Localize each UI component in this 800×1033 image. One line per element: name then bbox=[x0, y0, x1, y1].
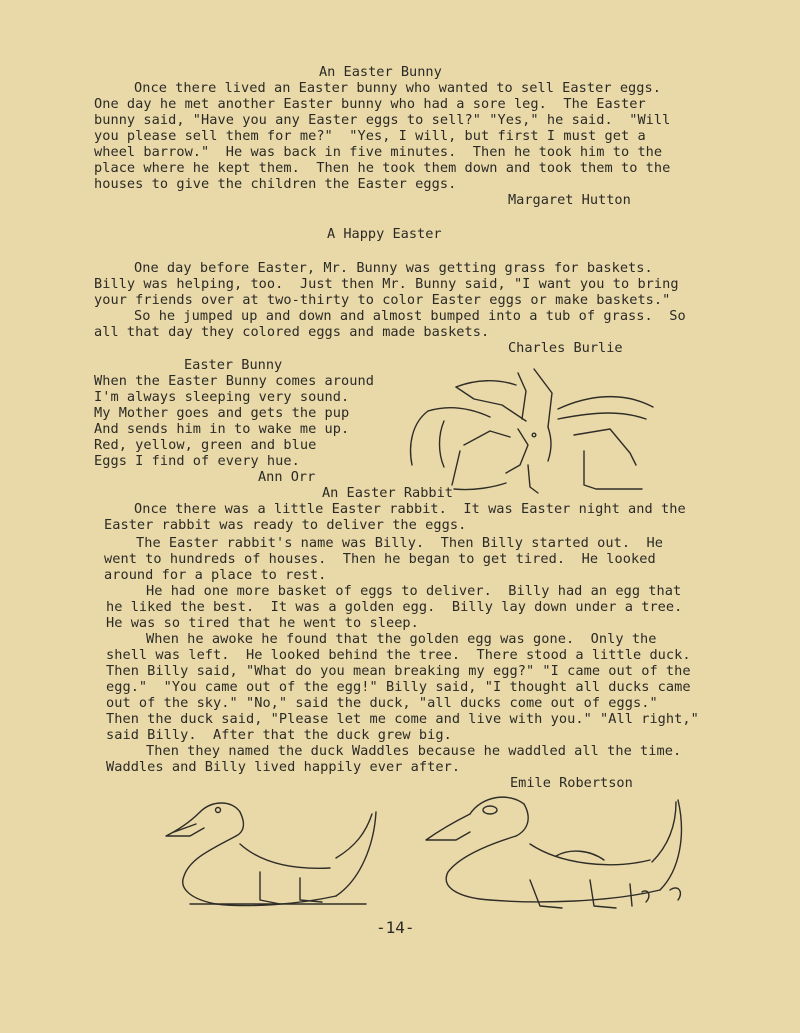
story-3-line: said Billy. After that the duck grew big. bbox=[106, 727, 452, 743]
story-1-line: place where he kept them. Then he took them down and took them to the bbox=[94, 160, 671, 176]
story-3-line: around for a place to rest. bbox=[104, 567, 327, 583]
story-3-line: When he awoke he found that the golden egg was gone. Only the bbox=[146, 631, 657, 647]
story-2-line: One day before Easter, Mr. Bunny was getting grass for baskets. bbox=[134, 260, 653, 276]
page-number: -14- bbox=[376, 918, 415, 937]
story-3-line: out of the sky." "No," said the duck, "all ducks come out of eggs." bbox=[106, 695, 658, 711]
story-3-line: He was so tired that he went to sleep. bbox=[106, 615, 419, 631]
story-1-line: wheel barrow." He was back in five minutes. Then he took him to the bbox=[94, 144, 663, 160]
story-3-line: Waddles and Billy lived happily ever after. bbox=[106, 759, 461, 775]
story-1-line: bunny said, "Have you any Easter eggs to sell?" "Yes," he said. "Will bbox=[94, 112, 671, 128]
story-3-title: An Easter Rabbit bbox=[322, 485, 453, 501]
story-2-line: your friends over at two-thirty to color Easter eggs or make baskets." bbox=[94, 292, 671, 308]
story-1-line: One day he met another Easter bunny who had a sore leg. The Easter bbox=[94, 96, 646, 112]
story-2-line: all that day they colored eggs and made baskets. bbox=[94, 324, 490, 340]
story-1-author: Margaret Hutton bbox=[508, 192, 631, 208]
story-1-line: houses to give the children the Easter eggs. bbox=[94, 176, 457, 192]
poem-line: And sends him in to wake me up. bbox=[94, 421, 350, 437]
poem-author: Ann Orr bbox=[258, 469, 316, 485]
rabbit-drawing bbox=[398, 365, 668, 500]
story-3-line: Then they named the duck Waddles because he waddled all the time. bbox=[146, 743, 682, 759]
story-2-line: So he jumped up and down and almost bumped into a tub of grass. So bbox=[134, 308, 686, 324]
story-1-title: An Easter Bunny bbox=[319, 64, 442, 80]
poem-line: I'm always sleeping very sound. bbox=[94, 389, 350, 405]
story-3-author: Emile Robertson bbox=[510, 775, 633, 791]
poem-line: My Mother goes and gets the pup bbox=[94, 405, 350, 421]
story-3-line: went to hundreds of houses. Then he began to get tired. He looked bbox=[104, 551, 656, 567]
poem-line: When the Easter Bunny comes around bbox=[94, 373, 374, 389]
story-3-line: shell was left. He looked behind the tree. There stood a little duck. bbox=[106, 647, 691, 663]
story-2-author: Charles Burlie bbox=[508, 340, 623, 356]
story-3-line: Easter rabbit was ready to deliver the eggs. bbox=[104, 517, 467, 533]
story-2-line: Billy was helping, too. Just then Mr. Bunny said, "I want you to bring bbox=[94, 276, 679, 292]
story-3-line: Once there was a little Easter rabbit. It was Easter night and the bbox=[134, 501, 686, 517]
story-3-line: egg." "You came out of the egg!" Billy said, "I thought all ducks came bbox=[106, 679, 691, 695]
story-2-title: A Happy Easter bbox=[327, 226, 442, 242]
story-1-line: you please sell them for me?" "Yes, I will, but first I must get a bbox=[94, 128, 646, 144]
story-3-line: The Easter rabbit's name was Billy. Then Billy started out. He bbox=[136, 535, 663, 551]
duck-drawing-right bbox=[420, 780, 700, 920]
duck-drawing-left bbox=[160, 792, 390, 917]
poem-line: Eggs I find of every hue. bbox=[94, 453, 300, 469]
poem-line: Red, yellow, green and blue bbox=[94, 437, 317, 453]
story-3-line: he liked the best. It was a golden egg. Billy lay down under a tree. bbox=[106, 599, 683, 615]
story-1-line: Once there lived an Easter bunny who wanted to sell Easter eggs. bbox=[134, 80, 661, 96]
story-3-line: Then Billy said, "What do you mean breaking my egg?" "I came out of the bbox=[106, 663, 691, 679]
story-3-line: Then the duck said, "Please let me come and live with you." "All right," bbox=[106, 711, 699, 727]
poem-title: Easter Bunny bbox=[184, 357, 283, 373]
story-3-line: He had one more basket of eggs to deliver. Billy had an egg that bbox=[146, 583, 682, 599]
